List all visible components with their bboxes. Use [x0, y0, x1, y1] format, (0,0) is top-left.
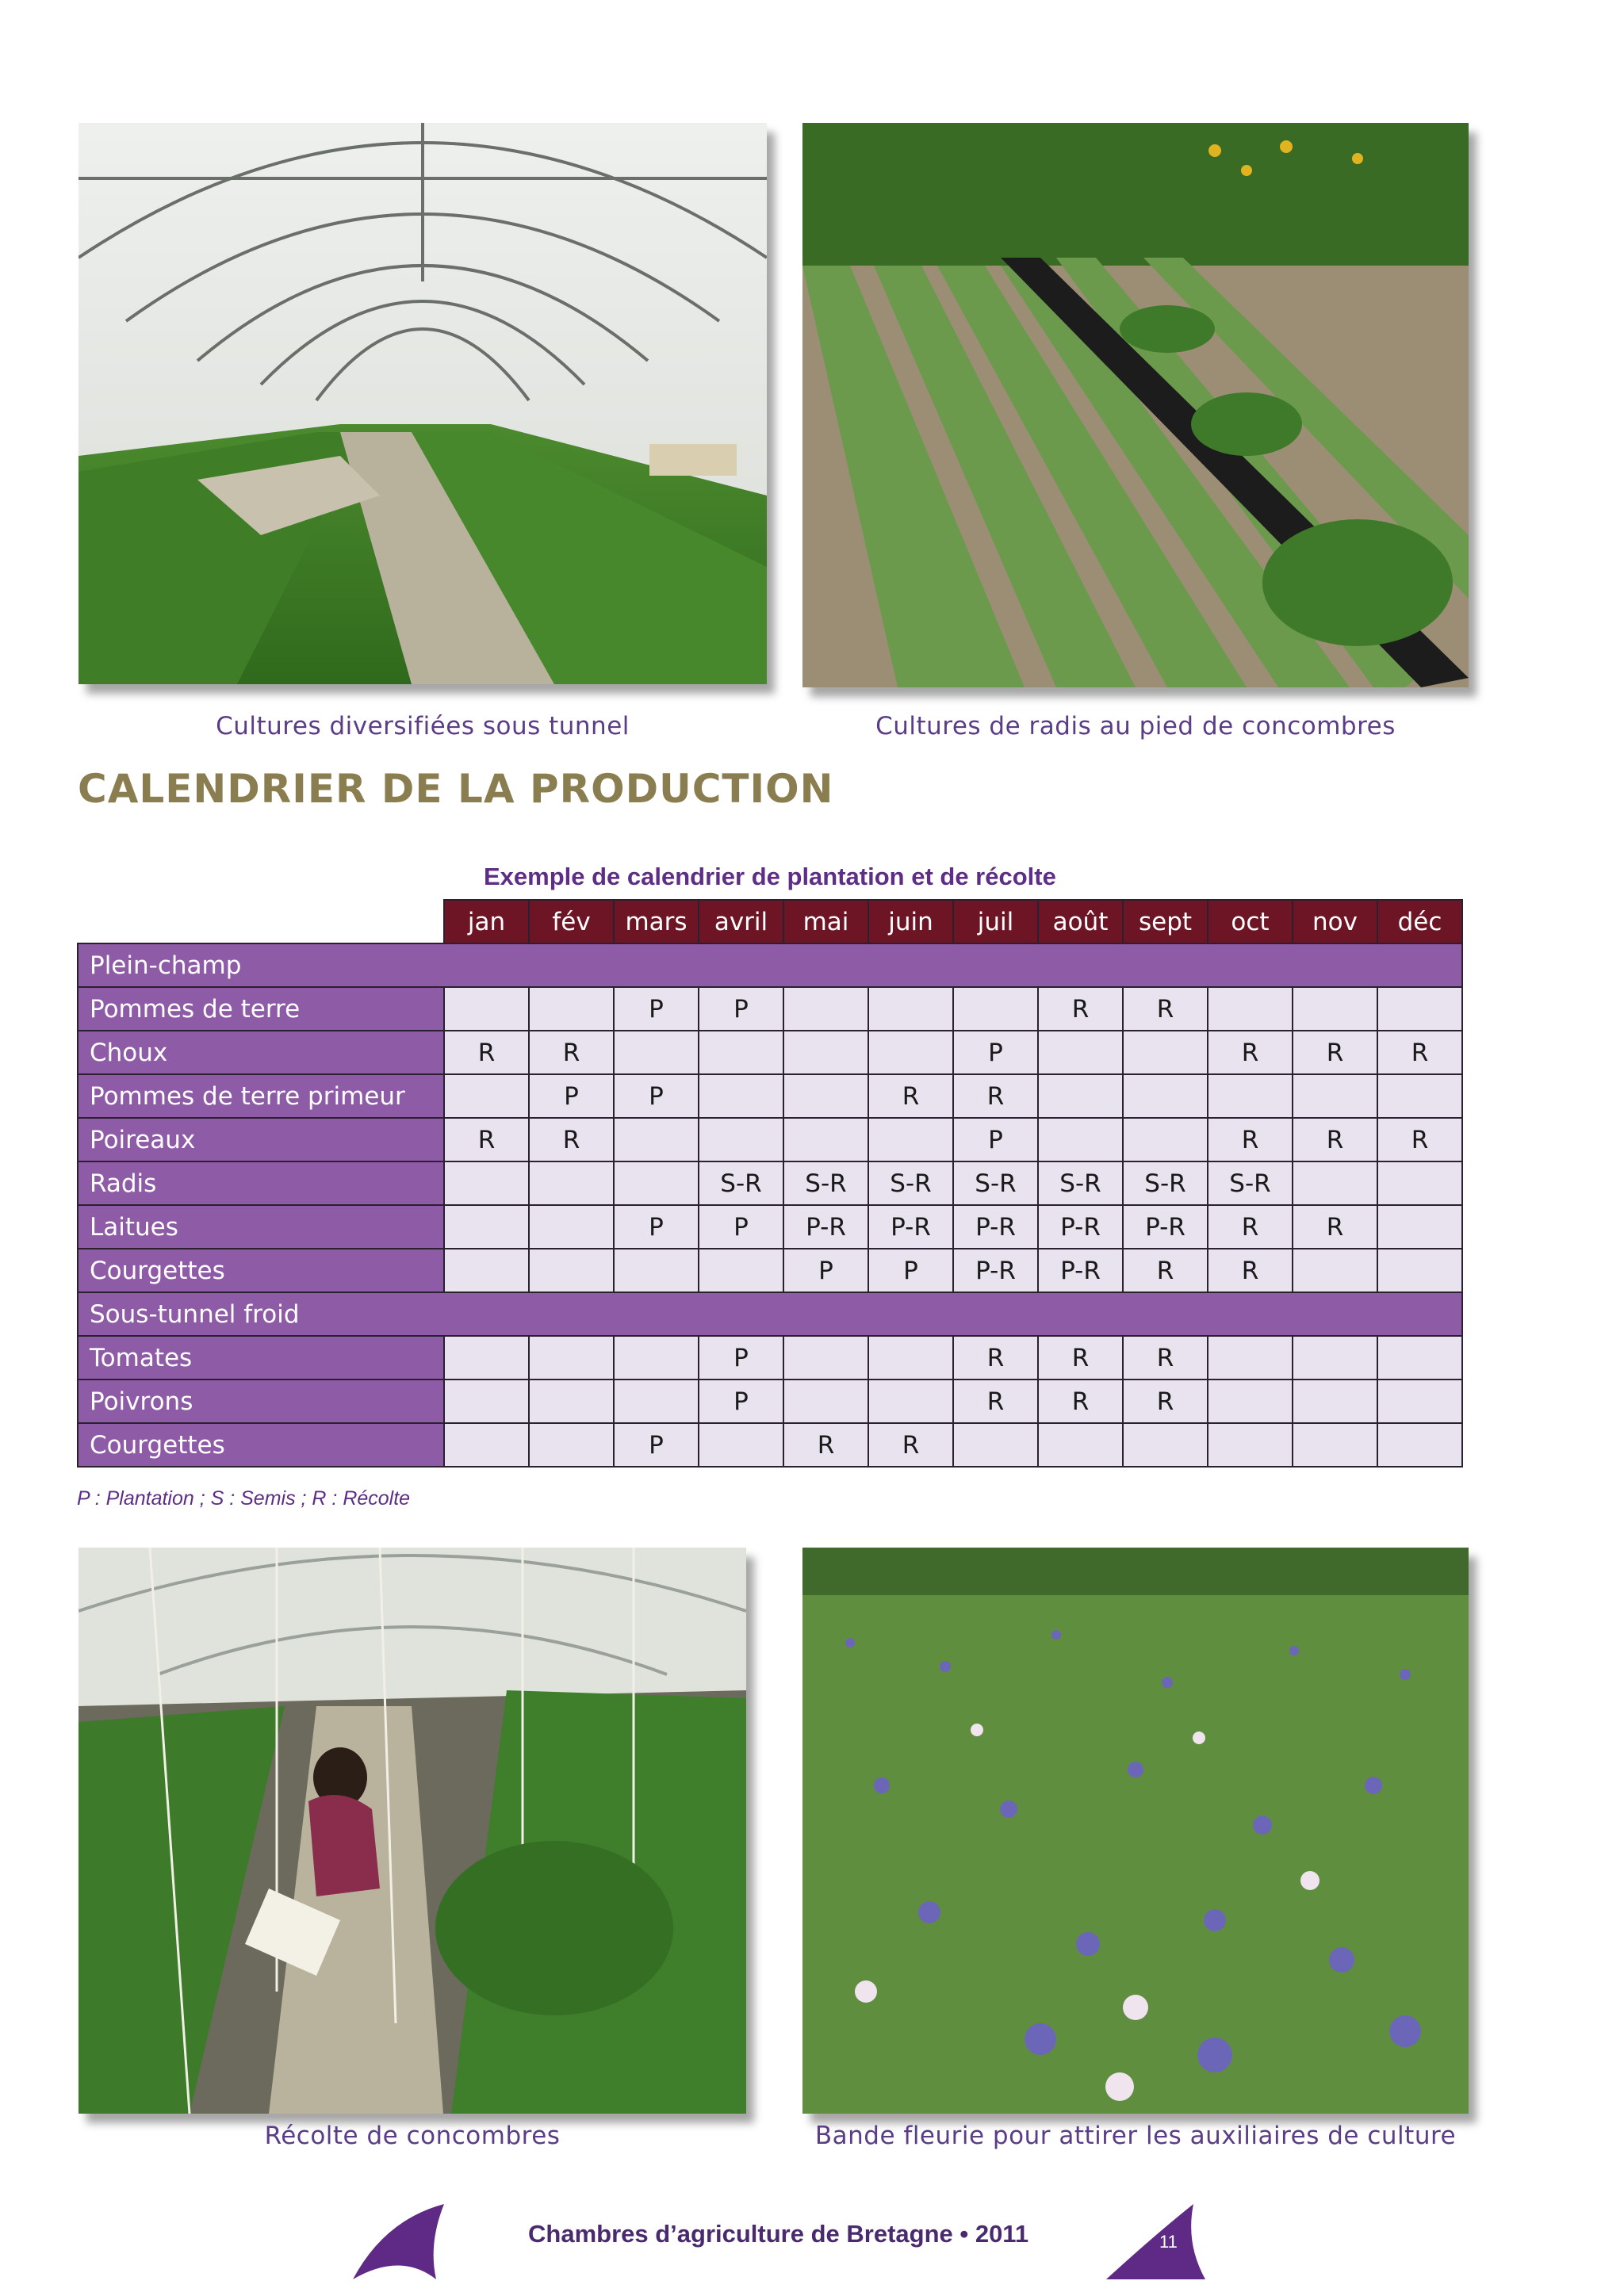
photo-concombres: [79, 1548, 746, 2114]
calendar-cell: [868, 1118, 953, 1161]
calendar-cell: P-R: [783, 1205, 868, 1249]
month-header: oct: [1208, 900, 1293, 943]
photo-tunnel-caption: Cultures diversifiées sous tunnel: [216, 712, 630, 740]
calendar-cell: [1123, 1074, 1208, 1118]
calendar-cell: R: [783, 1423, 868, 1467]
photo-tunnel: [79, 123, 767, 684]
calendar-cell: R: [1293, 1118, 1377, 1161]
calendar-cell: [529, 1423, 614, 1467]
calendar-cell: [783, 1031, 868, 1074]
calendar-cell: [1123, 1118, 1208, 1161]
radis-image: [802, 123, 1469, 687]
month-header: avril: [699, 900, 783, 943]
calendar-cell: R: [1038, 1380, 1123, 1423]
calendar-cell: [529, 1161, 614, 1205]
calendar-cell: [1208, 987, 1293, 1031]
calendar-cell: [1293, 1380, 1377, 1423]
calendar-cell: [1208, 1423, 1293, 1467]
calendar-cell: [614, 1249, 699, 1292]
month-header: sept: [1123, 900, 1208, 943]
calendar-cell: R: [1377, 1031, 1462, 1074]
calendar-cell: [1038, 1118, 1123, 1161]
calendar-cell: [1377, 1380, 1462, 1423]
calendar-cell: R: [953, 1336, 1038, 1380]
calendar-cell: R: [1208, 1118, 1293, 1161]
crop-label: Laitues: [78, 1205, 444, 1249]
calendar-cell: [444, 1205, 529, 1249]
photo-radis: [802, 123, 1469, 687]
crop-label: Choux: [78, 1031, 444, 1074]
footer-text: Chambres d’agriculture de Bretagne • 2011: [528, 2220, 1029, 2248]
calendar-cell: S-R: [699, 1161, 783, 1205]
calendar-cell: [1377, 1205, 1462, 1249]
calendar-cell: [1377, 1249, 1462, 1292]
calendar-cell: S-R: [868, 1161, 953, 1205]
calendar-cell: R: [529, 1118, 614, 1161]
calendar-cell: [614, 1336, 699, 1380]
calendar-cell: [699, 1423, 783, 1467]
table-title: Exemple de calendrier de plantation et de récolte: [484, 863, 1056, 890]
crop-label: Poivrons: [78, 1380, 444, 1423]
month-header: juil: [953, 900, 1038, 943]
calendar-cell: [868, 1031, 953, 1074]
calendar-cell: R: [444, 1118, 529, 1161]
calendar-cell: R: [1293, 1205, 1377, 1249]
calendar-cell: [1377, 1423, 1462, 1467]
month-header: mars: [614, 900, 699, 943]
calendar-cell: [953, 1423, 1038, 1467]
crop-label: Pommes de terre: [78, 987, 444, 1031]
calendar-cell: P: [783, 1249, 868, 1292]
calendar-cell: P: [699, 1205, 783, 1249]
calendar-cell: R: [953, 1074, 1038, 1118]
calendar-cell: P-R: [1123, 1205, 1208, 1249]
calendar-cell: [783, 1118, 868, 1161]
calendar-cell: [1377, 1074, 1462, 1118]
photo-bande-fleurie-caption: Bande fleurie pour attirer les auxiliaires de culture: [814, 2122, 1457, 2150]
calendar-cell: [1293, 1161, 1377, 1205]
calendar-cell: [868, 1336, 953, 1380]
calendar-cell: [529, 1380, 614, 1423]
section-title: CALENDRIER DE LA PRODUCTION: [78, 766, 834, 812]
calendar-cell: [1208, 1074, 1293, 1118]
calendar-cell: [868, 987, 953, 1031]
month-header-row: [78, 900, 1462, 943]
table-row: [78, 1205, 1462, 1249]
calendar-cell: [783, 1336, 868, 1380]
calendar-cell: R: [1123, 1336, 1208, 1380]
photo-radis-caption: Cultures de radis au pied de concombres: [875, 712, 1396, 740]
calendar-cell: R: [1038, 987, 1123, 1031]
section-row: [78, 1292, 1462, 1336]
calendar-cell: R: [1123, 1380, 1208, 1423]
calendar-cell: R: [868, 1074, 953, 1118]
calendar-cell: S-R: [953, 1161, 1038, 1205]
calendar-cell: [614, 1118, 699, 1161]
section-label: Sous-tunnel froid: [78, 1292, 1462, 1336]
calendar-cell: R: [444, 1031, 529, 1074]
calendar-cell: P-R: [953, 1249, 1038, 1292]
calendar-cell: [614, 1031, 699, 1074]
calendar-cell: [699, 1118, 783, 1161]
calendar-cell: [444, 1380, 529, 1423]
calendar-cell: [614, 1161, 699, 1205]
calendar-cell: S-R: [1123, 1161, 1208, 1205]
calendar-cell: [1293, 1336, 1377, 1380]
table-row: [78, 987, 1462, 1031]
month-header: juin: [868, 900, 953, 943]
calendar-cell: S-R: [783, 1161, 868, 1205]
calendar-cell: P: [699, 1380, 783, 1423]
section-label: Plein-champ: [78, 943, 1462, 987]
calendar-cell: [1377, 1336, 1462, 1380]
table-row: [78, 1380, 1462, 1423]
calendar-cell: R: [868, 1423, 953, 1467]
tunnel-image: [79, 123, 767, 684]
calendar-cell: [1208, 1336, 1293, 1380]
calendar-cell: R: [1208, 1249, 1293, 1292]
calendar-cell: [444, 1249, 529, 1292]
calendar-table: [77, 899, 1463, 1468]
calendar-cell: R: [1123, 1249, 1208, 1292]
calendar-cell: [1377, 1161, 1462, 1205]
calendar-cell: [953, 987, 1038, 1031]
calendar-cell: P-R: [1038, 1249, 1123, 1292]
calendar-cell: [1123, 1423, 1208, 1467]
left-logo-icon: [353, 2204, 448, 2283]
calendar-cell: P: [868, 1249, 953, 1292]
calendar-cell: R: [529, 1031, 614, 1074]
calendar-cell: R: [1038, 1336, 1123, 1380]
calendar-cell: R: [1123, 987, 1208, 1031]
month-header: mai: [783, 900, 868, 943]
right-logo-icon: [1106, 2204, 1209, 2283]
calendar-cell: R: [953, 1380, 1038, 1423]
calendar-cell: P-R: [1038, 1205, 1123, 1249]
table-row: [78, 1118, 1462, 1161]
calendar-cell: [699, 1249, 783, 1292]
calendar-cell: P: [614, 987, 699, 1031]
calendar-cell: S-R: [1038, 1161, 1123, 1205]
calendar-cell: [1293, 987, 1377, 1031]
calendar-cell: [699, 1074, 783, 1118]
table-row: [78, 1161, 1462, 1205]
calendar-cell: [529, 987, 614, 1031]
month-header: déc: [1377, 900, 1462, 943]
calendar-cell: P: [699, 1336, 783, 1380]
calendar-cell: S-R: [1208, 1161, 1293, 1205]
calendar-body: [78, 900, 1462, 1467]
month-header: fév: [529, 900, 614, 943]
calendar-cell: [868, 1380, 953, 1423]
calendar-cell: P: [614, 1074, 699, 1118]
crop-label: Courgettes: [78, 1249, 444, 1292]
concombres-image: [79, 1548, 746, 2114]
calendar-cell: P: [953, 1031, 1038, 1074]
table-row: [78, 1336, 1462, 1380]
table-row: [78, 1423, 1462, 1467]
calendar-cell: [1293, 1423, 1377, 1467]
crop-label: Radis: [78, 1161, 444, 1205]
calendar-cell: [444, 987, 529, 1031]
crop-label: Pommes de terre primeur: [78, 1074, 444, 1118]
calendar-cell: [1293, 1249, 1377, 1292]
calendar-cell: P-R: [868, 1205, 953, 1249]
table-row: [78, 1074, 1462, 1118]
calendar-cell: [1038, 1031, 1123, 1074]
calendar-cell: [529, 1336, 614, 1380]
calendar-cell: [529, 1249, 614, 1292]
calendar-cell: [444, 1336, 529, 1380]
month-header: nov: [1293, 900, 1377, 943]
calendar-cell: [783, 987, 868, 1031]
table-row: [78, 1031, 1462, 1074]
calendar-cell: [783, 1380, 868, 1423]
calendar-cell: P-R: [953, 1205, 1038, 1249]
calendar-cell: R: [1208, 1205, 1293, 1249]
calendar-cell: [1123, 1031, 1208, 1074]
calendar-cell: P: [529, 1074, 614, 1118]
month-header: août: [1038, 900, 1123, 943]
calendar-cell: P: [699, 987, 783, 1031]
page-number: 11: [1159, 2232, 1178, 2252]
calendar-cell: [1293, 1074, 1377, 1118]
calendar-cell: [444, 1423, 529, 1467]
calendar-cell: [1038, 1423, 1123, 1467]
calendar-cell: R: [1293, 1031, 1377, 1074]
header-corner: [78, 900, 444, 943]
calendar-cell: [699, 1031, 783, 1074]
crop-label: Poireaux: [78, 1118, 444, 1161]
calendar-cell: [444, 1074, 529, 1118]
calendar-cell: R: [1208, 1031, 1293, 1074]
calendar-cell: P: [614, 1423, 699, 1467]
table-row: [78, 1249, 1462, 1292]
calendar-cell: R: [1377, 1118, 1462, 1161]
month-header: jan: [444, 900, 529, 943]
calendar-cell: [1038, 1074, 1123, 1118]
calendar-cell: [783, 1074, 868, 1118]
table-legend: P : Plantation ; S : Semis ; R : Récolte: [77, 1487, 411, 1510]
calendar-cell: P: [614, 1205, 699, 1249]
crop-label: Tomates: [78, 1336, 444, 1380]
photo-bande-fleurie: [802, 1548, 1469, 2114]
calendar-cell: [529, 1205, 614, 1249]
calendar-cell: [1208, 1380, 1293, 1423]
section-row: [78, 943, 1462, 987]
photo-concombres-caption: Récolte de concombres: [264, 2122, 561, 2150]
calendar-cell: P: [953, 1118, 1038, 1161]
calendar-cell: [614, 1380, 699, 1423]
calendar-cell: [1377, 987, 1462, 1031]
bande-fleurie-image: [802, 1548, 1469, 2114]
calendar-cell: [444, 1161, 529, 1205]
crop-label: Courgettes: [78, 1423, 444, 1467]
